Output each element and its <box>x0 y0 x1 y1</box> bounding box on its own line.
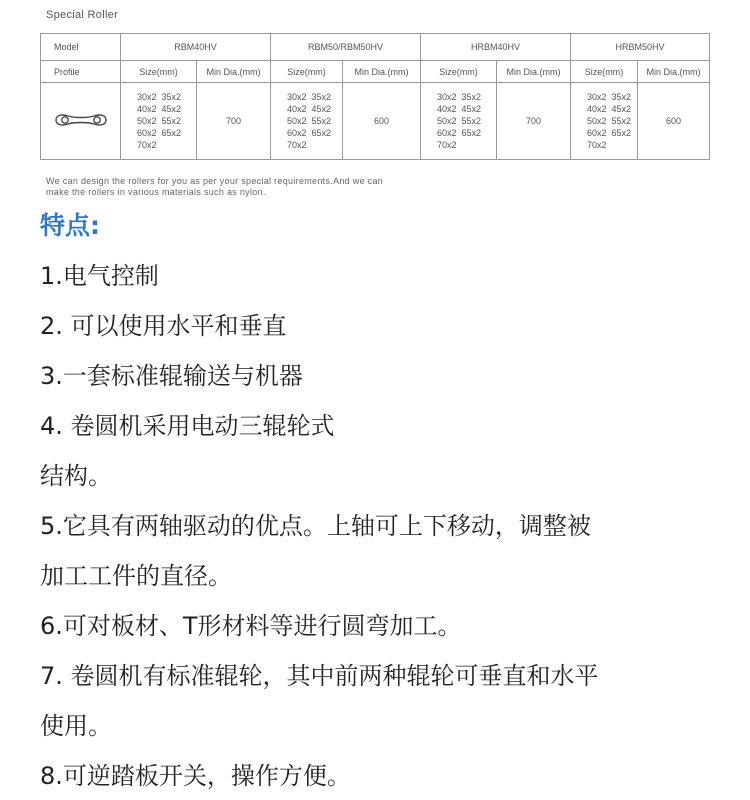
feature-item: 3.一套标准辊输送与机器 <box>40 362 303 390</box>
feature-item: 结构。 <box>40 462 112 490</box>
size-value: 40x2 45x2 <box>437 104 482 114</box>
size-value: 30x2 35x2 <box>287 92 332 102</box>
size-value: 70x2 <box>287 140 307 150</box>
size-value: 60x2 65x2 <box>437 128 482 138</box>
min-dia-value: 700 <box>497 83 571 160</box>
model-header: HRBM40HV <box>421 34 571 61</box>
features-heading: 特点: <box>40 211 100 240</box>
note-line: We can design the rollers for you as per your special requirements.And we can <box>46 176 384 186</box>
size-list <box>121 83 197 160</box>
size-list <box>571 83 638 160</box>
size-header: Size(mm) <box>271 61 343 83</box>
size-value: 40x2 45x2 <box>587 104 632 114</box>
note-line: make the rollers in various materials such as nylon. <box>46 187 266 197</box>
size-header: Size(mm) <box>571 61 638 83</box>
size-value: 70x2 <box>137 140 157 150</box>
profile-label: Profile <box>41 61 121 83</box>
feature-item: 5.它具有两轴驱动的优点。上轴可上下移动，调整被 <box>40 512 591 540</box>
size-value: 40x2 45x2 <box>137 104 182 114</box>
size-header: Size(mm) <box>421 61 497 83</box>
model-header: RBM40HV <box>121 34 271 61</box>
size-list <box>421 83 497 160</box>
spec-table <box>40 33 710 160</box>
profile-row <box>41 61 710 83</box>
min-dia-header: Min Dia.(mm) <box>197 61 271 83</box>
min-dia-value: 600 <box>343 83 421 160</box>
feature-item: 2. 可以使用水平和垂直 <box>40 312 287 340</box>
model-header: RBM50/RBM50HV <box>271 34 421 61</box>
feature-item: 1.电气控制 <box>40 262 159 290</box>
size-header: Size(mm) <box>121 61 197 83</box>
min-dia-header: Min Dia.(mm) <box>497 61 571 83</box>
size-value: 60x2 65x2 <box>587 128 632 138</box>
size-value: 40x2 45x2 <box>287 104 332 114</box>
size-value: 50x2 55x2 <box>587 116 632 126</box>
feature-item: 7. 卷圆机有标准辊轮，其中前两种辊轮可垂直和水平 <box>40 662 599 690</box>
size-value: 50x2 55x2 <box>287 116 332 126</box>
model-row <box>41 34 710 61</box>
min-dia-header: Min Dia.(mm) <box>343 61 421 83</box>
min-dia-header: Min Dia.(mm) <box>638 61 710 83</box>
roller-profile-icon <box>50 109 112 131</box>
feature-item: 使用。 <box>40 712 112 740</box>
size-value: 70x2 <box>437 140 457 150</box>
min-dia-value: 700 <box>197 83 271 160</box>
size-value: 70x2 <box>587 140 607 150</box>
spec-title: Special Roller <box>46 9 119 21</box>
size-value: 60x2 65x2 <box>287 128 332 138</box>
feature-item: 4. 卷圆机采用电动三辊轮式 <box>40 412 335 440</box>
design-note <box>46 176 383 198</box>
profile-cell <box>41 83 121 160</box>
size-value: 50x2 55x2 <box>137 116 182 126</box>
size-value: 30x2 35x2 <box>137 92 182 102</box>
data-row <box>41 83 710 160</box>
size-value: 30x2 35x2 <box>437 92 482 102</box>
size-value: 50x2 55x2 <box>437 116 482 126</box>
feature-item: 加工工件的直径。 <box>40 562 232 590</box>
model-header: HRBM50HV <box>571 34 710 61</box>
min-dia-value: 600 <box>638 83 710 160</box>
size-value: 30x2 35x2 <box>587 92 632 102</box>
feature-item: 8.可逆踏板开关，操作方便。 <box>40 762 351 790</box>
feature-item: 6.可对板材、T形材料等进行圆弯加工。 <box>40 612 462 640</box>
model-label: Model <box>41 34 121 61</box>
size-list <box>271 83 343 160</box>
size-value: 60x2 65x2 <box>137 128 182 138</box>
